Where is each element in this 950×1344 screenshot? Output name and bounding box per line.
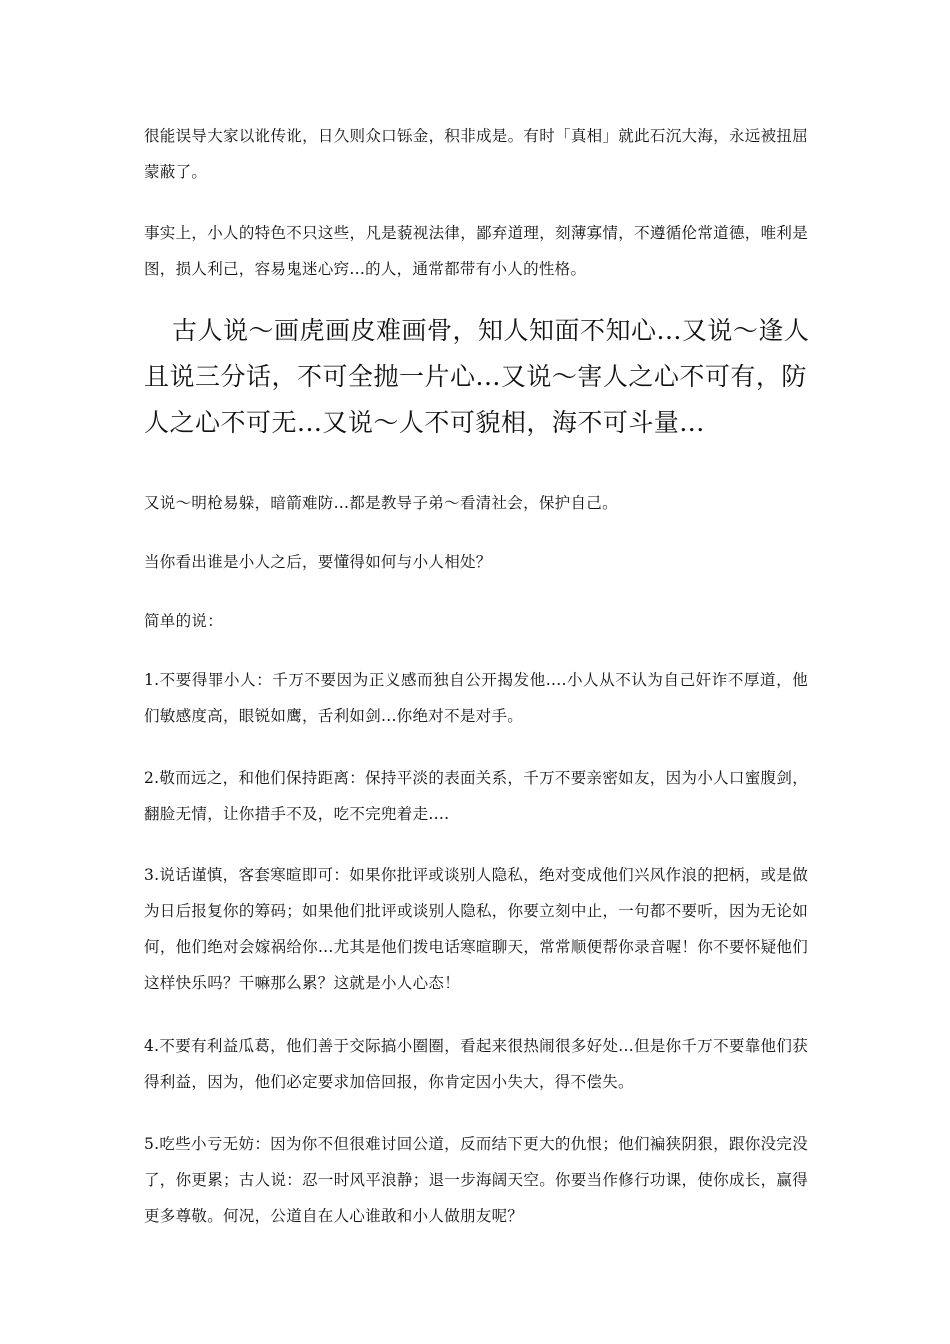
paragraph-petty-traits: 事实上，小人的特色不只这些，凡是藐视法律，鄙弃道理，刻薄寡情，不遵循伦常道德，唯利是图，损人利己，容易鬼迷心窍...的人，通常都带有小人的性格。: [144, 224, 808, 278]
paragraph-how-to-deal: 当你看出谁是小人之后，要懂得如何与小人相处？: [144, 553, 492, 571]
paragraph-misleading-rumors: 很能误导大家以讹传讹，日久则众口铄金，积非成是。有时「真相」就此石沉大海，永远被扭屈蒙蔽了。: [144, 127, 808, 181]
paragraph-simply-put: 简单的说：: [144, 612, 224, 630]
paragraph-open-spear: 又说～明枪易躲，暗箭难防...都是教导子弟～看清社会，保护自己。: [144, 494, 618, 512]
paragraph-ancient-sayings: 古人说～画虎画皮难画骨，知人知面不知心...又说～逢人且说三分话，不可全抛一片心...又说～害人之心不可有，防人之心不可无...又说～人不可貌相，海不可斗量...: [144, 316, 810, 437]
list-item-2: 2.敬而远之，和他们保持距离：保持平淡的表面关系，千万不要亲密如友，因为小人口蜜腹剑，翻脸无情，让你措手不及，吃不完兜着走....: [144, 769, 808, 823]
list-item-3: 3.说话谨慎，客套寒暄即可：如果你批评或谈别人隐私，绝对变成他们兴风作浪的把柄，或是做为日后报复你的筹码；如果他们批评或谈别人隐私，你要立刻中止，一句都不要听，因为无论如何，他们绝对会嫁祸给你...尤其是他们拨电话寒暄聊天，常常顺便帮你录音喔！你不要怀疑他们这样快乐吗？干嘛那么累？这就是小人心态！: [144, 866, 808, 992]
list-item-4: 4.不要有利益瓜葛，他们善于交际搞小圈圈，看起来很热闹很多好处...但是你千万不要靠他们获得利益，因为，他们必定要求加倍回报，你肯定因小失大，得不偿失。: [144, 1037, 808, 1091]
list-item-5: 5.吃些小亏无妨：因为你不但很难讨回公道，反而结下更大的仇恨；他们褊狭阴狠，跟你没完没了，你更累；古人说：忍一时风平浪静；退一步海阔天空。你要当作修行功课，使你成长，赢得更多尊敬。何况，公道自在人心谁敢和小人做朋友呢？: [144, 1135, 808, 1225]
list-item-1: 1.不要得罪小人：千万不要因为正义感而独自公开揭发他....小人从不认为自己奸诈不厚道，他们敏感度高，眼锐如鹰，舌利如剑...你绝对不是对手。: [144, 671, 808, 725]
